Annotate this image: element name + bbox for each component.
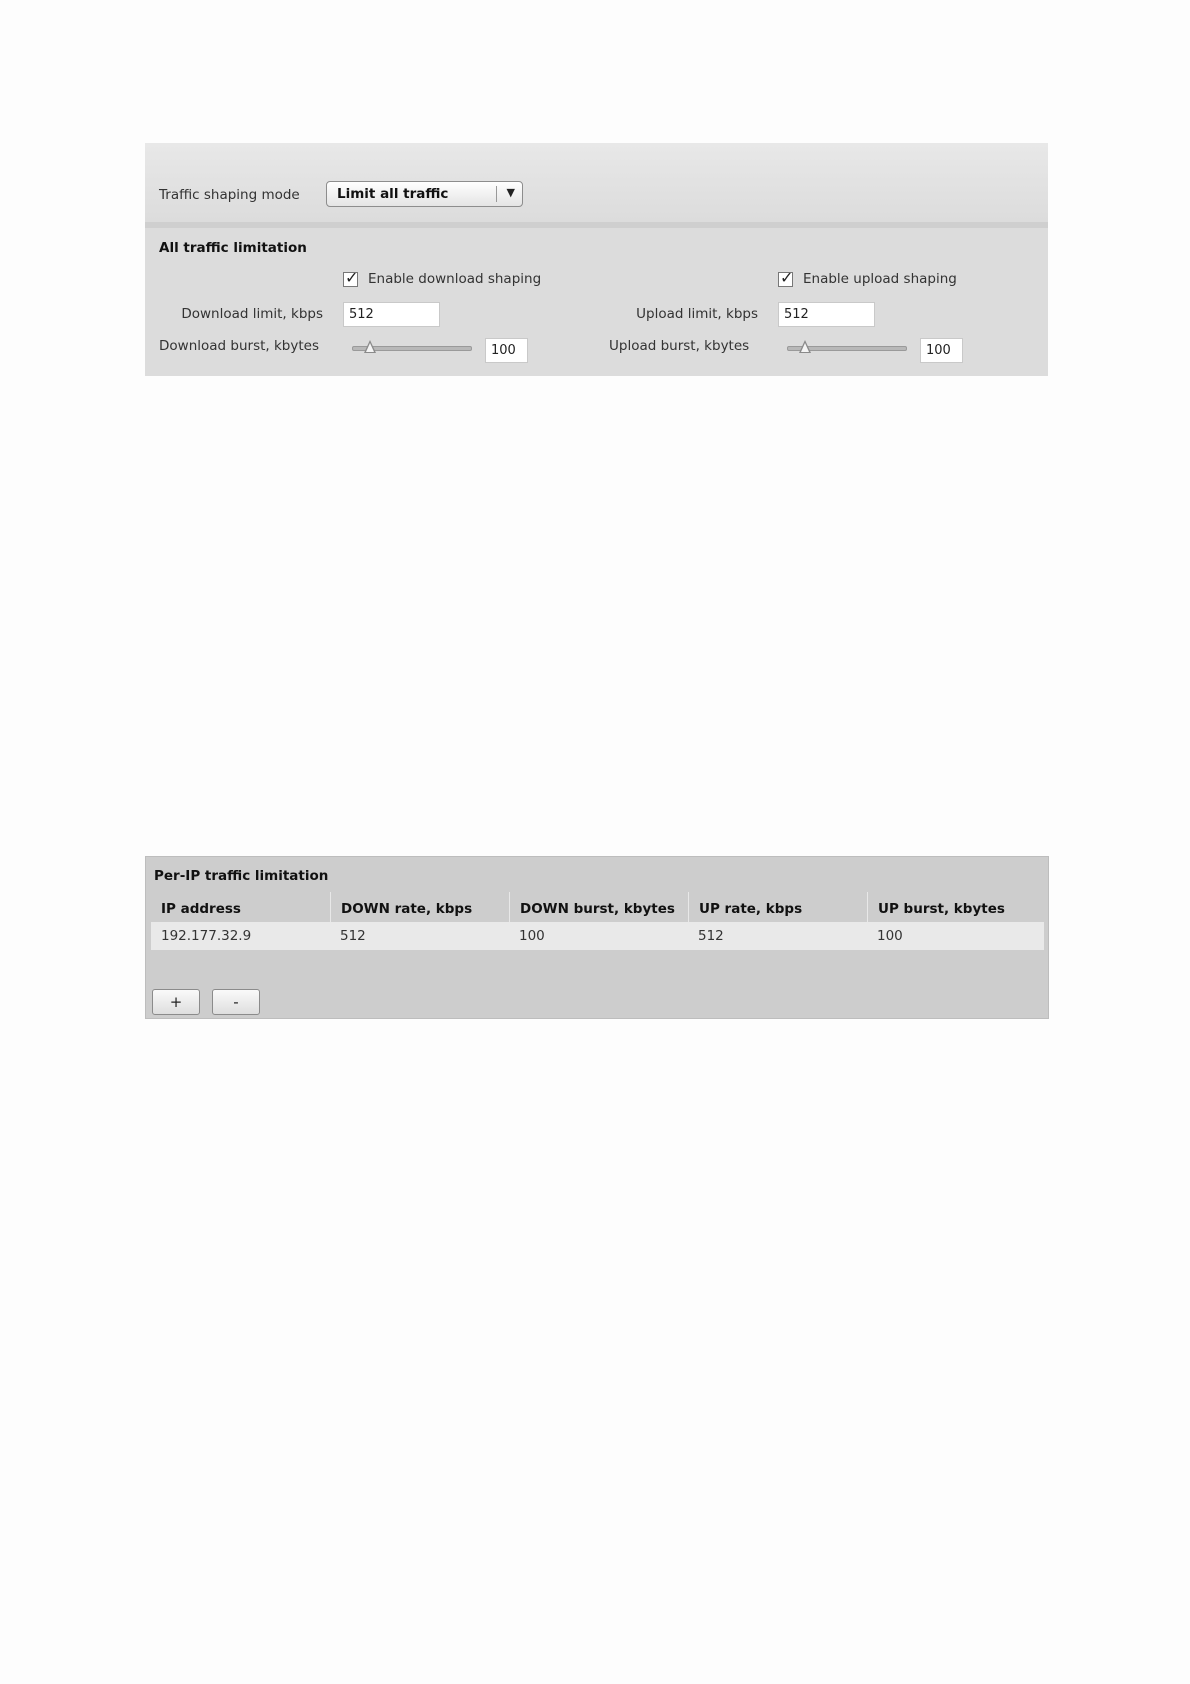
- column-header-up-rate: UP rate, kbps: [688, 892, 867, 922]
- slider-thumb[interactable]: [799, 340, 811, 353]
- cell-ip: 192.177.32.9: [161, 928, 252, 944]
- enable-download-label: Enable download shaping: [368, 271, 542, 287]
- download-limit-label: Download limit, kbps: [181, 306, 323, 322]
- download-burst-slider[interactable]: [352, 340, 470, 356]
- slider-thumb[interactable]: [364, 340, 376, 353]
- select-divider: [496, 186, 497, 202]
- download-limit-input[interactable]: [343, 302, 440, 327]
- shaping-mode-value: Limit all traffic: [337, 186, 449, 202]
- enable-upload-checkbox[interactable]: [778, 268, 794, 287]
- per-ip-table: [151, 892, 1044, 950]
- shaping-mode-select[interactable]: [326, 181, 523, 207]
- per-ip-panel: [145, 856, 1049, 1019]
- upload-burst-slider[interactable]: [787, 340, 905, 356]
- cell-up-burst: 100: [877, 928, 903, 944]
- cell-down-rate: 512: [340, 928, 366, 944]
- column-header-up-burst: UP burst, kbytes: [867, 892, 1044, 922]
- chevron-down-icon: ▼: [506, 186, 515, 199]
- remove-row-button[interactable]: -: [212, 989, 260, 1015]
- cell-down-burst: 100: [519, 928, 545, 944]
- enable-upload-label: Enable upload shaping: [803, 271, 957, 287]
- upload-burst-input[interactable]: [920, 338, 963, 363]
- download-burst-input[interactable]: [485, 338, 528, 363]
- checkmark-icon: ✓: [780, 268, 794, 287]
- section-title: All traffic limitation: [159, 240, 307, 256]
- traffic-shaping-panel: [145, 143, 1048, 376]
- per-ip-title: Per-IP traffic limitation: [154, 868, 329, 884]
- table-header: [151, 892, 1044, 922]
- upload-limit-label: Upload limit, kbps: [636, 306, 758, 322]
- shaping-mode-label: Traffic shaping mode: [159, 187, 300, 203]
- add-row-button[interactable]: +: [152, 989, 200, 1015]
- upload-burst-label: Upload burst, kbytes: [609, 338, 750, 354]
- cell-up-rate: 512: [698, 928, 724, 944]
- download-burst-label: Download burst, kbytes: [159, 338, 319, 354]
- enable-download-checkbox[interactable]: [343, 268, 359, 287]
- upload-limit-input[interactable]: [778, 302, 875, 327]
- table-row[interactable]: [151, 922, 1044, 950]
- checkmark-icon: ✓: [345, 268, 359, 287]
- shaping-mode-row: [145, 143, 1048, 228]
- column-header-ip: IP address: [161, 901, 241, 917]
- column-header-down-burst: DOWN burst, kbytes: [509, 892, 688, 922]
- column-header-down-rate: DOWN rate, kbps: [330, 892, 509, 922]
